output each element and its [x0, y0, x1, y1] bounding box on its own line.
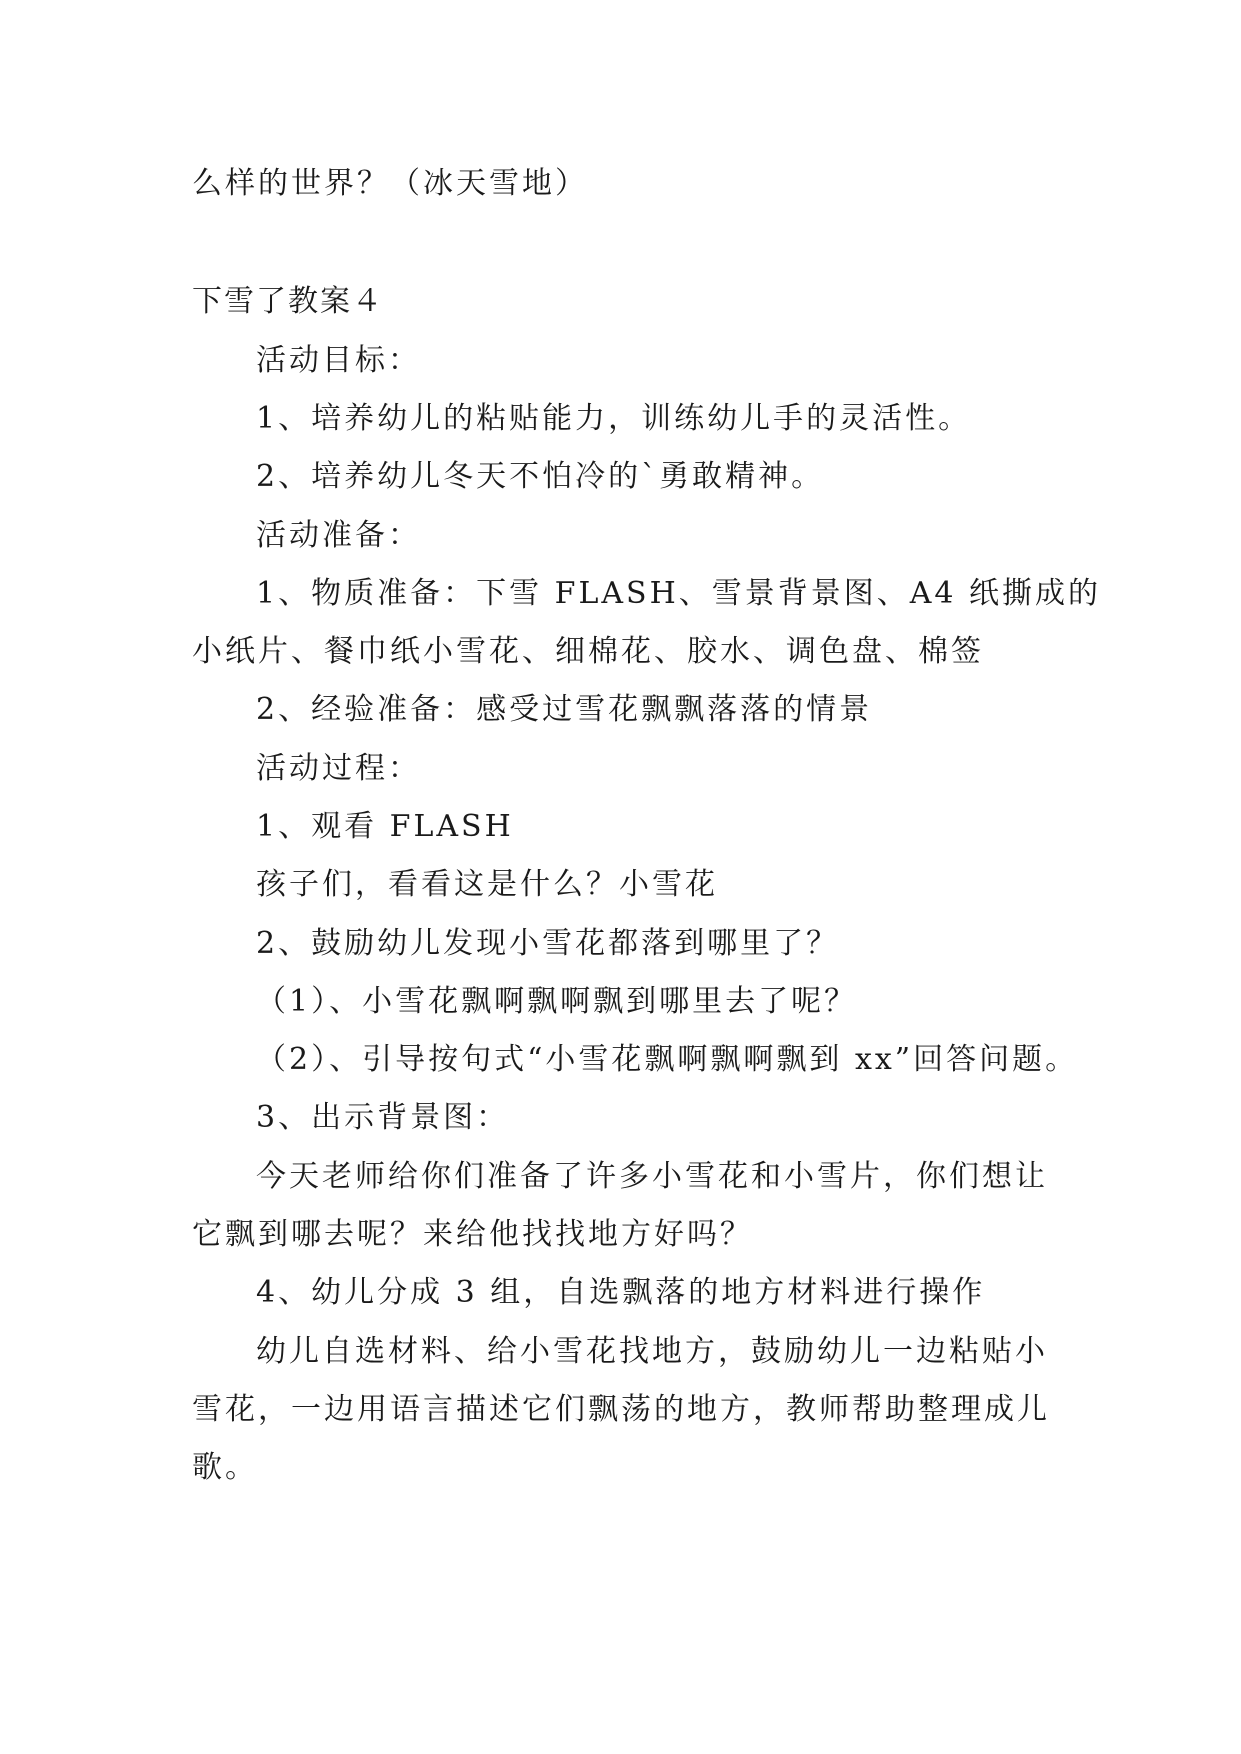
paragraph-line: 歌。 [192, 1450, 258, 1485]
paragraph-line: （1）、小雪花飘啊飘啊飘到哪里去了呢？ [256, 984, 858, 1019]
paragraph-line: 2、经验准备：感受过雪花飘飘落落的情景 [256, 692, 873, 727]
paragraph-line: 活动准备： [256, 518, 421, 553]
paragraph-line: 2、培养幼儿冬天不怕冷的`勇敢精神。 [256, 459, 825, 494]
paragraph-line: 1、培养幼儿的粘贴能力，训练幼儿手的灵活性。 [256, 401, 972, 436]
paragraph-line: 活动过程： [256, 751, 421, 786]
paragraph-line: 今天老师给你们准备了许多小雪花和小雪片，你们想让 [256, 1159, 1048, 1194]
paragraph-line: 孩子们，看看这是什么？小雪花 [256, 867, 718, 902]
paragraph-line: 它飘到哪去呢？来给他找找地方好吗？ [192, 1217, 753, 1252]
paragraph-line: 幼儿自选材料、给小雪花找地方，鼓励幼儿一边粘贴小 [256, 1334, 1048, 1369]
paragraph-line: 活动目标： [256, 343, 421, 378]
paragraph-line: 2、鼓励幼儿发现小雪花都落到哪里了？ [256, 926, 840, 961]
paragraph-line: （2）、引导按句式“小雪花飘啊飘啊飘到 xx”回答问题。 [256, 1042, 1079, 1077]
paragraph-line: 3、出示背景图： [256, 1100, 510, 1135]
paragraph-line: 1、观看 FLASH [256, 809, 514, 844]
paragraph-line: 4、幼儿分成 3 组，自选飘落的地方材料进行操作 [256, 1275, 986, 1310]
continuation-text: 么样的世界？（冰天雪地） [192, 166, 588, 201]
section-heading: 下雪了教案４ [192, 284, 384, 319]
paragraph-line: 1、物质准备：下雪 FLASH、雪景背景图、A4 纸撕成的 [256, 576, 1102, 611]
paragraph-line: 雪花，一边用语言描述它们飘荡的地方，教师帮助整理成儿 [192, 1392, 1050, 1427]
paragraph-line: 小纸片、餐巾纸小雪花、细棉花、胶水、调色盘、棉签 [192, 634, 984, 669]
